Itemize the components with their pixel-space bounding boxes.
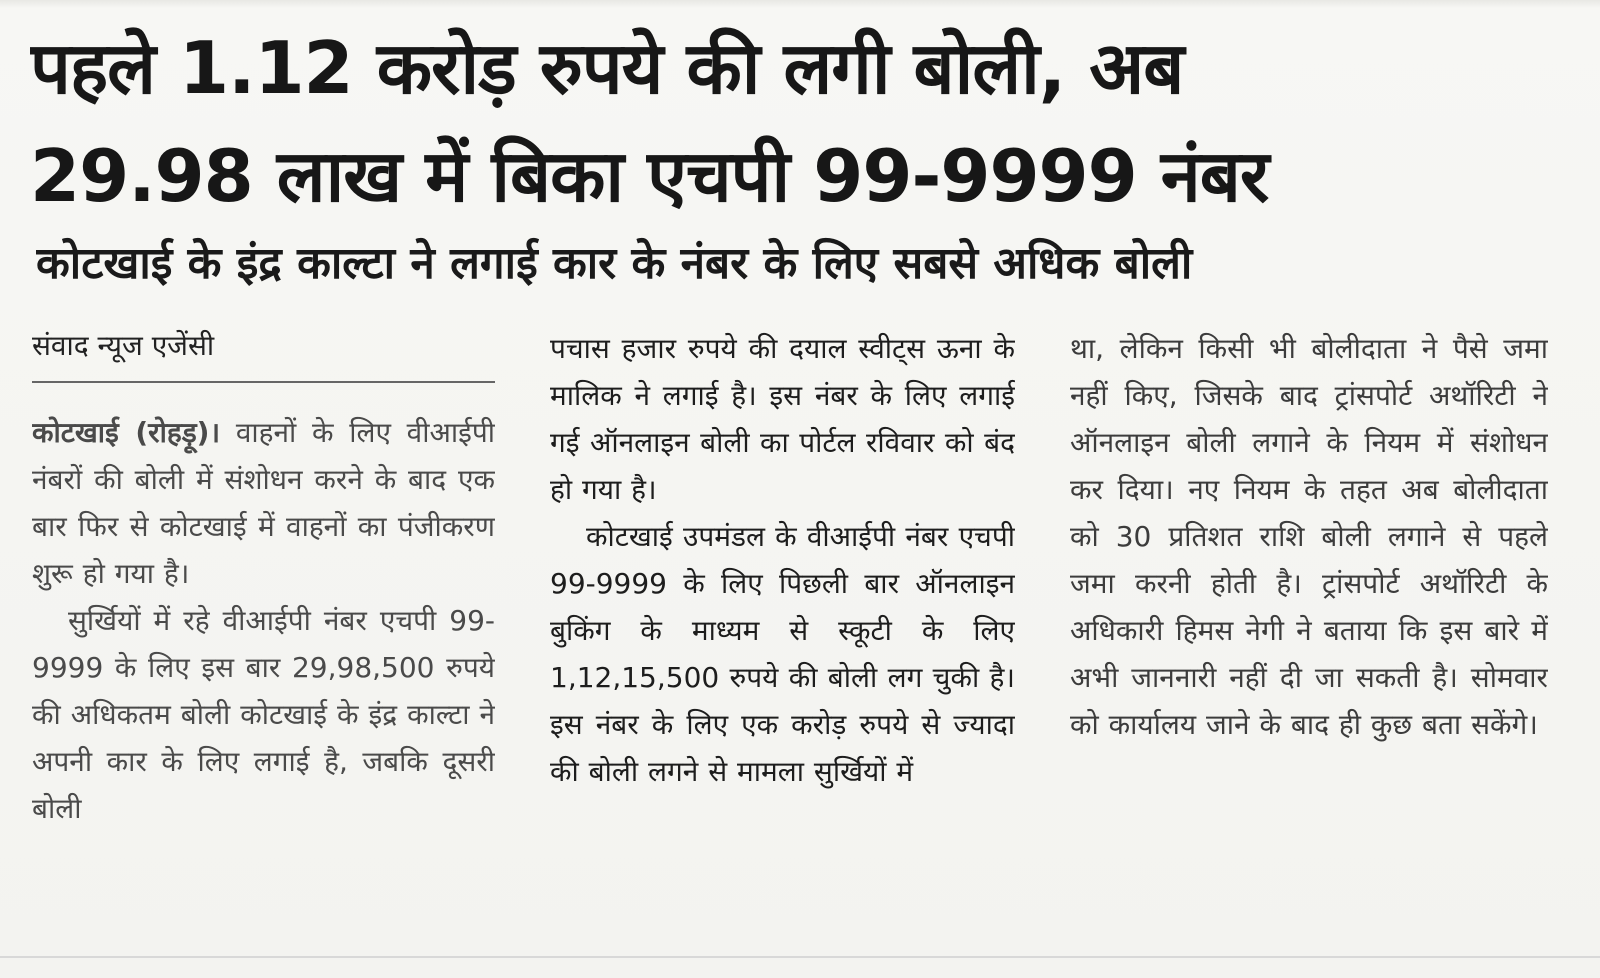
article-paragraph-3: पचास हजार रुपये की दयाल स्वीट्स ऊना के मालिक ने लगाई है। इस नंबर के लिए लगाई गई ऑनलाइन बोली का पोर्टल रविवार को बंद हो गया है। bbox=[550, 332, 1015, 506]
article-paragraph-4: कोटखाई उपमंडल के वीआईपी नंबर एचपी 99-9999 के लिए पिछली बार ऑनलाइन बुकिंग के माध्यम से स्कूटी के लिए 1,12,15,500 रुपये की बोली लग चुकी है। इस नंबर के लिए एक करोड़ रुपये से ज्यादा की बोली लगने से मामला सुर्खियों में bbox=[550, 520, 1015, 788]
article-column-3 bbox=[1070, 325, 1548, 955]
byline: संवाद न्यूज एजेंसी bbox=[32, 329, 215, 362]
paper-fold-shadow bbox=[0, 0, 1600, 8]
headline-line-1: पहले 1.12 करोड़ रुपये की लगी बोली, अब bbox=[30, 26, 1184, 110]
article-paragraph-1 bbox=[32, 409, 495, 597]
dateline: कोटखाई (रोहड़ू)। bbox=[32, 416, 221, 449]
article-column-1 bbox=[32, 325, 495, 955]
article-column-2 bbox=[550, 325, 1015, 955]
byline-divider bbox=[32, 381, 495, 383]
article-paragraph-2: सुर्खियों में रहे वीआईपी नंबर एचपी 99-9999 के लिए इस बार 29,98,500 रुपये की अधिकतम बोली कोटखाई के इंद्र काल्टा ने अपनी कार के लिए लगाई है, जबकि दूसरी बोली bbox=[32, 604, 495, 825]
bottom-edge-rule bbox=[0, 956, 1600, 958]
article-paragraph-5: था, लेकिन किसी भी बोलीदाता ने पैसे जमा नहीं किए, जिसके बाद ट्रांसपोर्ट अथॉरिटी ने ऑनलाइन बोली लगाने के नियम में संशोधन कर दिया। नए नियम के तहत अब बोलीदाता को 30 प्रतिशत राशि बोली लगाने से पहले जमा करनी होती है। ट्रांसपोर्ट अथॉरिटी के अधिकारी हिमस नेगी ने बताया कि इस बारे में अभी जाननारी नहीं दी जा सकती है। सोमवार को कार्यालय जाने के बाद ही कुछ बता सकेंगे। bbox=[1070, 332, 1548, 741]
subheadline: कोटखाई के इंद्र काल्टा ने लगाई कार के नंबर के लिए सबसे अधिक बोली bbox=[36, 238, 1193, 289]
headline-line-2: 29.98 लाख में बिका एचपी 99-9999 नंबर bbox=[30, 134, 1269, 218]
article-paragraph-1-text: वाहनों के लिए वीआईपी नंबरों की बोली में संशोधन करने के बाद एक बार फिर से कोटखाई में वाहनों का पंजीकरण शुरू हो गया है। bbox=[32, 416, 495, 590]
